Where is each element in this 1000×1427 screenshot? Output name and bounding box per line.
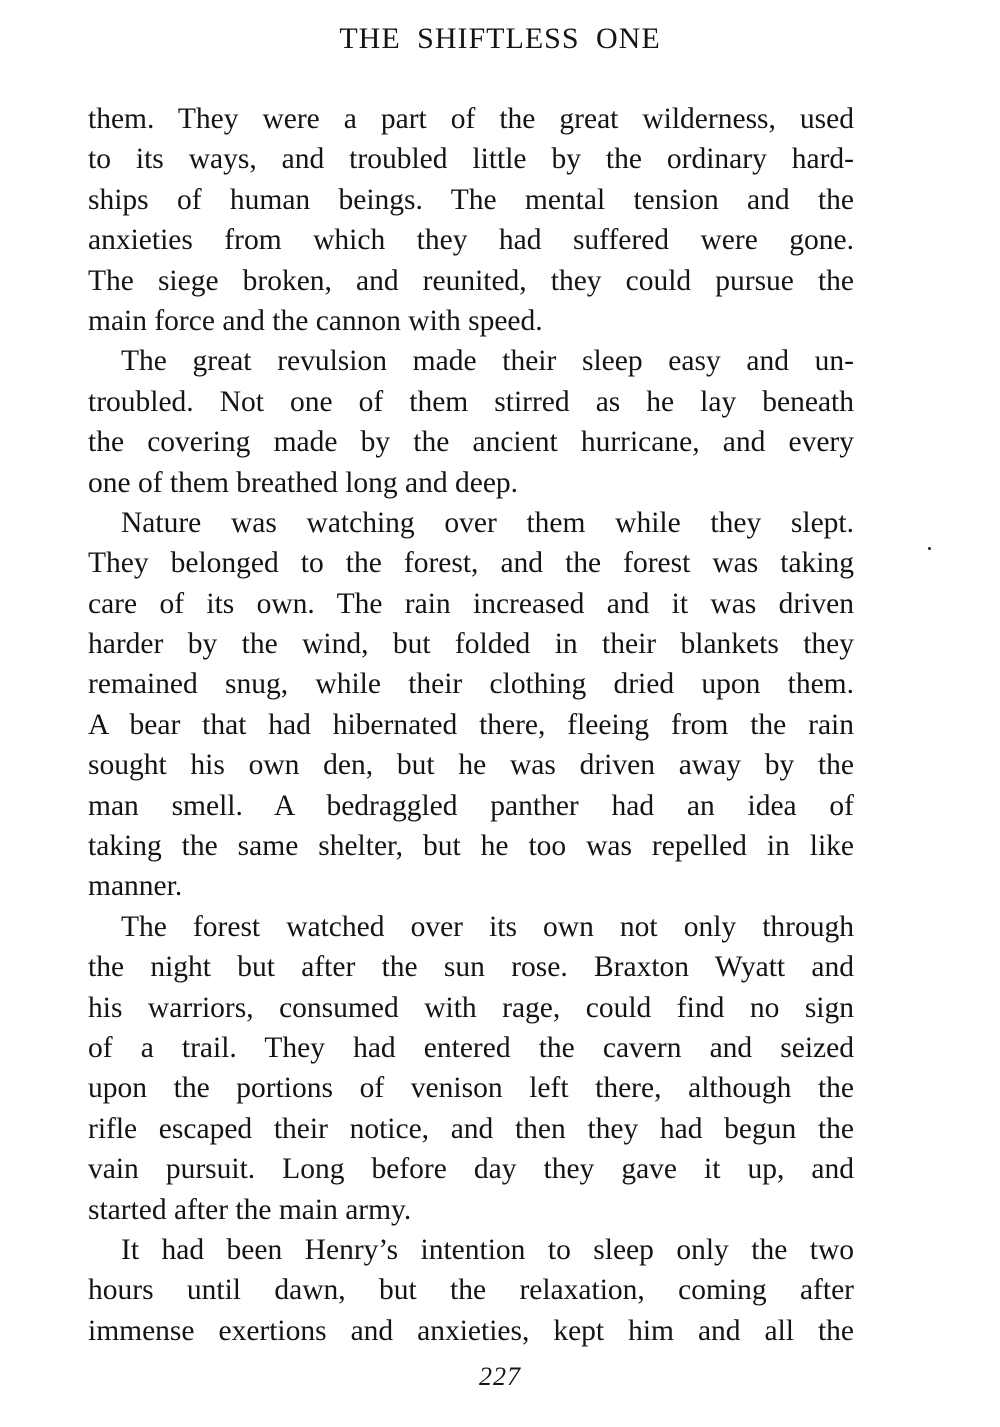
ink-speck xyxy=(928,547,931,550)
text-line: It had been Henry’s intention to sleep only the two xyxy=(121,1233,854,1266)
text-line: one of them breathed long and deep. xyxy=(88,466,519,499)
text-line: The siege broken, and reunited, they could pursue the xyxy=(88,264,854,297)
running-head: THE SHIFTLESS ONE xyxy=(339,22,661,55)
text-line: the night but after the sun rose. Braxton Wyatt and xyxy=(88,951,854,984)
text-line: The great revulsion made their sleep easy and un- xyxy=(121,345,854,378)
text-line: They belonged to the forest, and the forest was taking xyxy=(88,547,854,580)
text-line: anxieties from which they had suffered were gone. xyxy=(88,224,854,257)
text-line: harder by the wind, but folded in their blankets they xyxy=(88,628,854,661)
text-line: A bear that had hibernated there, fleeing from the rain xyxy=(88,708,854,741)
text-line: upon the portions of venison left there, although the xyxy=(88,1072,854,1105)
text-line: immense exertions and anxieties, kept him and all the xyxy=(88,1314,854,1347)
text-line: rifle escaped their notice, and then they had begun the xyxy=(88,1112,854,1145)
text-line: sought his own den, but he was driven away by the xyxy=(88,749,854,782)
text-line: started after the main army. xyxy=(88,1193,412,1226)
text-line: manner. xyxy=(88,870,183,903)
text-line: care of its own. The rain increased and it was driven xyxy=(88,587,854,620)
text-line: Nature was watching over them while they slept. xyxy=(121,506,854,539)
text-line: hours until dawn, but the relaxation, coming after xyxy=(88,1274,854,1307)
text-line: taking the same shelter, but he too was repelled in like xyxy=(88,830,854,863)
text-line: remained snug, while their clothing dried upon them. xyxy=(88,668,854,701)
text-line: of a trail. They had entered the cavern and seized xyxy=(88,1031,854,1064)
text-line: The forest watched over its own not only through xyxy=(121,910,854,943)
text-line: to its ways, and troubled little by the ordinary hard- xyxy=(88,143,854,176)
text-line: the covering made by the ancient hurricane, and every xyxy=(88,426,854,459)
text-line: his warriors, consumed with rage, could find no sign xyxy=(88,991,854,1024)
page-body-text xyxy=(88,99,854,1351)
text-line: them. They were a part of the great wilderness, used xyxy=(88,103,854,135)
text-line: man smell. A bedraggled panther had an idea of xyxy=(88,789,854,822)
page-number: 227 xyxy=(479,1362,521,1391)
text-line: main force and the cannon with speed. xyxy=(88,304,543,337)
text-line: ships of human beings. The mental tension and the xyxy=(88,183,854,216)
text-line: vain pursuit. Long before day they gave it up, and xyxy=(88,1153,854,1186)
text-line: troubled. Not one of them stirred as he lay beneath xyxy=(88,385,854,418)
